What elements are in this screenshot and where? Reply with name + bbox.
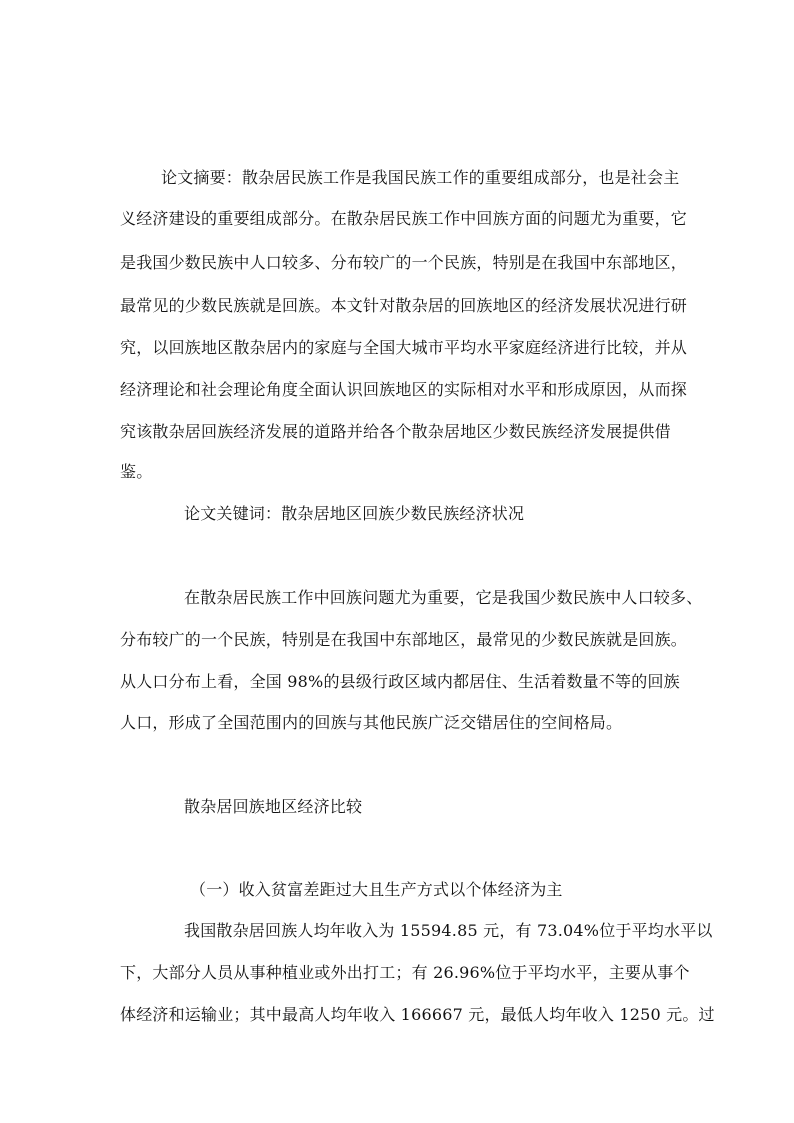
section-title: 散杂居回族地区经济比较 <box>184 797 363 816</box>
body-line: 下，大部分人员从事种植业或外出打工；有 26.96%位于平均水平，主要从事个 <box>120 963 690 982</box>
abstract-line: 论文摘要：散杂居民族工作是我国民族工作的重要组成部分，也是社会主 <box>161 168 680 187</box>
abstract-line: 经济理论和社会理论角度全面认识回族地区的实际相对水平和形成原因，从而探 <box>120 380 688 399</box>
intro-line: 在散杂居民族工作中回族问题尤为重要，它是我国少数民族中人口较多、 <box>184 588 703 607</box>
body-line: 体经济和运输业；其中最高人均年收入 166667 元，最低人均年收入 1250 元。过 <box>120 1005 715 1024</box>
abstract-line: 是我国少数民族中人口较多、分布较广的一个民族，特别是在我国中东部地区， <box>120 253 688 272</box>
intro-line: 分布较广的一个民族，特别是在我国中东部地区，最常见的少数民族就是回族。 <box>120 630 688 649</box>
abstract-line: 最常见的少数民族就是回族。本文针对散杂居的回族地区的经济发展状况进行研 <box>120 296 688 315</box>
abstract-line: 究，以回族地区散杂居内的家庭与全国大城市平均水平家庭经济进行比较，并从 <box>120 338 688 357</box>
body-line: 我国散杂居回族人均年收入为 15594.85 元，有 73.04%位于平均水平以 <box>184 921 713 940</box>
intro-line: 人口，形成了全国范围内的回族与其他民族广泛交错居住的空间格局。 <box>120 713 623 732</box>
abstract-line: 义经济建设的重要组成部分。在散杂居民族工作中回族方面的问题尤为重要，它 <box>120 209 688 228</box>
intro-line: 从人口分布上看，全国 98%的县级行政区域内都居住、生活着数量不等的回族 <box>120 672 680 691</box>
abstract-line: 究该散杂居回族经济发展的道路并给各个散杂居地区少数民族经济发展提供借 <box>120 422 671 441</box>
keywords: 论文关键词：散杂居地区回族少数民族经济状况 <box>184 504 525 523</box>
subsection-title: （一）收入贫富差距过大且生产方式以个体经济为主 <box>190 880 563 899</box>
abstract-line: 鉴。 <box>120 462 153 481</box>
